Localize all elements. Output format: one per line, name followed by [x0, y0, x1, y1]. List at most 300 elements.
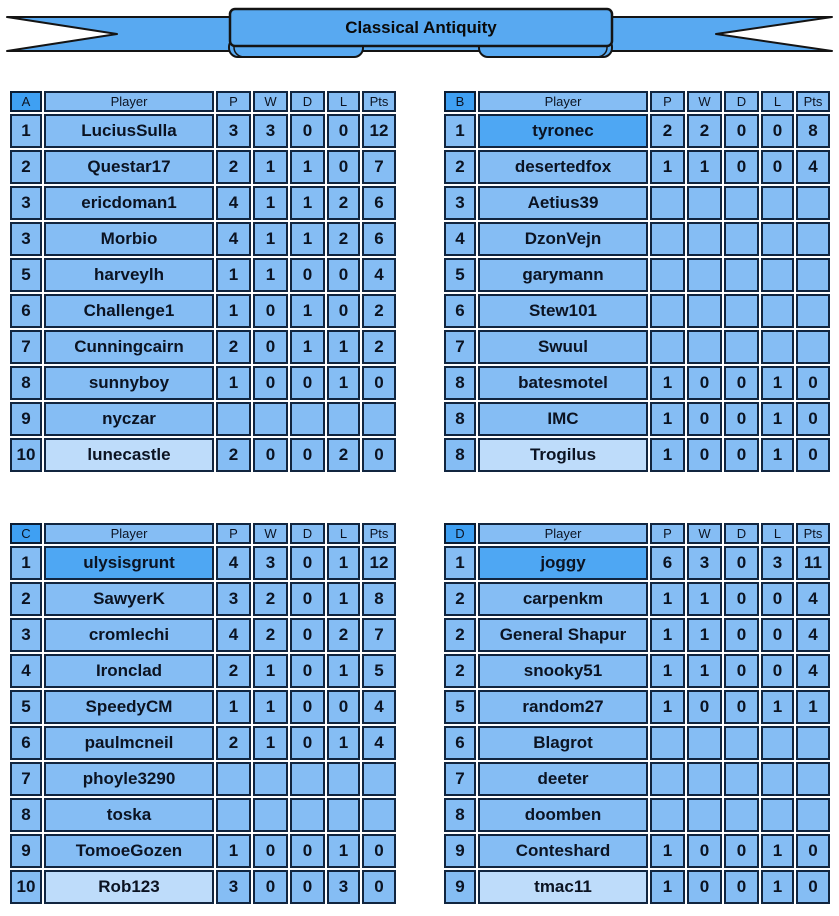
table-row	[444, 546, 830, 580]
player-name-cell[interactable]: garymann	[478, 258, 648, 292]
rank-cell: 2	[444, 654, 476, 688]
player-name-cell[interactable]: cromlechi	[44, 618, 214, 652]
player-name-cell[interactable]: ulysisgrunt	[44, 546, 214, 580]
stat-cell-p	[650, 798, 685, 832]
table-row	[444, 582, 830, 616]
stat-cell-pts	[796, 222, 830, 256]
stat-cell-w: 3	[253, 546, 288, 580]
column-header-player: Player	[44, 523, 214, 544]
stat-cell-pts: 0	[362, 438, 396, 472]
table-row	[10, 222, 396, 256]
stat-cell-w: 2	[687, 114, 722, 148]
player-name-cell[interactable]: Ironclad	[44, 654, 214, 688]
column-header-d: D	[290, 91, 325, 112]
stat-cell-pts: 8	[796, 114, 830, 148]
stat-cell-d: 0	[724, 150, 759, 184]
stat-cell-p: 4	[216, 546, 251, 580]
player-name-cell[interactable]: LuciusSulla	[44, 114, 214, 148]
table-row	[10, 258, 396, 292]
stat-cell-w	[687, 186, 722, 220]
stat-cell-p: 1	[650, 690, 685, 724]
rank-cell: 7	[10, 330, 42, 364]
stat-cell-d: 0	[290, 114, 325, 148]
table-row	[10, 582, 396, 616]
player-name-cell[interactable]: batesmotel	[478, 366, 648, 400]
stat-cell-d	[724, 222, 759, 256]
stat-cell-p	[216, 402, 251, 436]
stat-cell-d	[724, 762, 759, 796]
column-header-d: D	[724, 523, 759, 544]
stat-cell-pts: 0	[796, 834, 830, 868]
stat-cell-w: 0	[687, 834, 722, 868]
player-name-cell[interactable]: Challenge1	[44, 294, 214, 328]
stat-cell-l: 1	[761, 690, 794, 724]
rank-cell: 3	[10, 186, 42, 220]
stat-cell-p: 1	[650, 366, 685, 400]
stat-cell-pts: 4	[796, 654, 830, 688]
player-name-cell[interactable]: nyczar	[44, 402, 214, 436]
rank-cell: 8	[10, 798, 42, 832]
stat-cell-l	[327, 762, 360, 796]
rank-cell: 1	[10, 114, 42, 148]
stat-cell-l: 1	[761, 366, 794, 400]
stat-cell-l: 1	[761, 834, 794, 868]
player-name-cell[interactable]: deeter	[478, 762, 648, 796]
stat-cell-d: 0	[724, 870, 759, 904]
player-name-cell[interactable]: Cunningcairn	[44, 330, 214, 364]
column-header-w: W	[253, 523, 288, 544]
stat-cell-p: 1	[650, 582, 685, 616]
stat-cell-p: 1	[650, 618, 685, 652]
stat-cell-d: 0	[290, 834, 325, 868]
column-header-player: Player	[44, 91, 214, 112]
stat-cell-p	[650, 294, 685, 328]
table-row	[10, 834, 396, 868]
stat-cell-w: 0	[253, 366, 288, 400]
stat-cell-l: 1	[327, 546, 360, 580]
rank-cell: 5	[444, 258, 476, 292]
stat-cell-d	[724, 294, 759, 328]
rank-cell: 9	[10, 834, 42, 868]
stat-cell-p: 1	[650, 834, 685, 868]
column-header-p: P	[650, 91, 685, 112]
table-row	[10, 186, 396, 220]
player-name-cell[interactable]: Questar17	[44, 150, 214, 184]
stat-cell-p	[650, 330, 685, 364]
stat-cell-w	[253, 762, 288, 796]
column-header-d: D	[290, 523, 325, 544]
rank-cell: 8	[444, 798, 476, 832]
player-name-cell[interactable]: TomoeGozen	[44, 834, 214, 868]
header-row	[444, 91, 830, 112]
column-header-l: L	[761, 91, 794, 112]
stat-cell-w: 1	[253, 150, 288, 184]
stat-cell-l: 2	[327, 618, 360, 652]
stat-cell-p	[650, 222, 685, 256]
player-name-cell[interactable]: IMC	[478, 402, 648, 436]
stat-cell-w: 0	[687, 366, 722, 400]
rank-cell: 6	[10, 294, 42, 328]
stat-cell-p: 1	[650, 438, 685, 472]
stat-cell-l	[761, 762, 794, 796]
stat-cell-w: 1	[253, 690, 288, 724]
rank-cell: 1	[10, 546, 42, 580]
group-c-standings-table	[8, 521, 398, 906]
player-name-cell[interactable]: random27	[478, 690, 648, 724]
stat-cell-p: 1	[216, 294, 251, 328]
table-row	[10, 438, 396, 472]
stat-cell-w: 1	[687, 150, 722, 184]
stat-cell-p	[216, 762, 251, 796]
stat-cell-d: 0	[724, 546, 759, 580]
stat-cell-pts	[362, 762, 396, 796]
stat-cell-w: 1	[253, 222, 288, 256]
table-row	[10, 762, 396, 796]
stat-cell-w: 0	[253, 294, 288, 328]
stat-cell-pts: 0	[796, 366, 830, 400]
stat-cell-pts: 0	[796, 438, 830, 472]
player-name-cell[interactable]: carpenkm	[478, 582, 648, 616]
stat-cell-w: 0	[687, 402, 722, 436]
table-row	[444, 186, 830, 220]
player-name-cell[interactable]: ericdoman1	[44, 186, 214, 220]
stat-cell-w	[687, 726, 722, 760]
rank-cell: 2	[444, 150, 476, 184]
group-b-standings-table	[442, 89, 832, 474]
column-header-player: Player	[478, 523, 648, 544]
player-name-cell[interactable]: Aetius39	[478, 186, 648, 220]
stat-cell-l: 2	[327, 222, 360, 256]
stat-cell-d: 0	[290, 654, 325, 688]
stat-cell-l: 1	[327, 726, 360, 760]
stat-cell-l: 0	[761, 582, 794, 616]
table-row	[10, 546, 396, 580]
stat-cell-pts: 1	[796, 690, 830, 724]
stat-cell-p: 4	[216, 186, 251, 220]
player-name-cell[interactable]: Conteshard	[478, 834, 648, 868]
stat-cell-pts: 0	[362, 870, 396, 904]
rank-cell: 6	[444, 726, 476, 760]
stat-cell-d: 0	[290, 726, 325, 760]
rank-cell: 7	[444, 330, 476, 364]
stat-cell-pts: 4	[362, 726, 396, 760]
player-name-cell[interactable]: phoyle3290	[44, 762, 214, 796]
stat-cell-d: 0	[724, 654, 759, 688]
group-letter-cell: B	[444, 91, 476, 112]
stat-cell-p: 3	[216, 582, 251, 616]
player-name-cell[interactable]: tyronec	[478, 114, 648, 148]
table-row	[10, 798, 396, 832]
player-name-cell[interactable]: Morbio	[44, 222, 214, 256]
table-row	[10, 870, 396, 904]
stat-cell-d: 1	[290, 150, 325, 184]
table-row	[444, 870, 830, 904]
stat-cell-p: 1	[650, 402, 685, 436]
stat-cell-p	[216, 798, 251, 832]
stat-cell-l: 2	[327, 186, 360, 220]
player-name-cell[interactable]: Stew101	[478, 294, 648, 328]
stat-cell-pts: 4	[796, 150, 830, 184]
stat-cell-pts	[796, 294, 830, 328]
rank-cell: 4	[10, 654, 42, 688]
table-row	[10, 330, 396, 364]
column-header-pts: Pts	[362, 523, 396, 544]
rank-cell: 3	[10, 618, 42, 652]
table-row	[10, 654, 396, 688]
table-row	[444, 654, 830, 688]
rank-cell: 10	[10, 870, 42, 904]
stat-cell-d: 0	[290, 870, 325, 904]
player-name-cell[interactable]: Blagrot	[478, 726, 648, 760]
stat-cell-l	[761, 258, 794, 292]
stat-cell-w	[253, 798, 288, 832]
stat-cell-d: 0	[724, 690, 759, 724]
column-header-w: W	[253, 91, 288, 112]
column-header-pts: Pts	[362, 91, 396, 112]
stat-cell-p: 4	[216, 222, 251, 256]
table-row	[10, 402, 396, 436]
stat-cell-l: 1	[327, 330, 360, 364]
stat-cell-pts	[796, 726, 830, 760]
stat-cell-l: 1	[761, 402, 794, 436]
stat-cell-d: 0	[290, 258, 325, 292]
stat-cell-l: 0	[761, 114, 794, 148]
stat-cell-w	[687, 798, 722, 832]
player-name-cell[interactable]: desertedfox	[478, 150, 648, 184]
rank-cell: 3	[10, 222, 42, 256]
stat-cell-w	[687, 258, 722, 292]
stat-cell-pts	[796, 258, 830, 292]
player-name-cell[interactable]: snooky51	[478, 654, 648, 688]
rank-cell: 3	[444, 186, 476, 220]
column-header-l: L	[327, 523, 360, 544]
column-header-p: P	[650, 523, 685, 544]
stat-cell-d: 0	[290, 618, 325, 652]
group-letter-cell: C	[10, 523, 42, 544]
rank-cell: 1	[444, 546, 476, 580]
stat-cell-p: 6	[650, 546, 685, 580]
player-name-cell[interactable]: tmac11	[478, 870, 648, 904]
stat-cell-d	[724, 798, 759, 832]
stat-cell-p: 4	[216, 618, 251, 652]
stat-cell-pts: 7	[362, 150, 396, 184]
stat-cell-d: 0	[724, 114, 759, 148]
player-name-cell[interactable]: joggy	[478, 546, 648, 580]
stat-cell-d	[290, 762, 325, 796]
stat-cell-w	[687, 222, 722, 256]
rank-cell: 2	[10, 582, 42, 616]
stat-cell-l: 0	[761, 618, 794, 652]
stat-cell-p: 3	[216, 114, 251, 148]
player-name-cell[interactable]: Trogilus	[478, 438, 648, 472]
banner-title: Classical Antiquity	[345, 18, 497, 37]
stat-cell-pts: 8	[362, 582, 396, 616]
stat-cell-l	[327, 402, 360, 436]
stat-cell-d: 1	[290, 294, 325, 328]
player-name-cell[interactable]: lunecastle	[44, 438, 214, 472]
stat-cell-d: 0	[290, 690, 325, 724]
stat-cell-w: 0	[253, 438, 288, 472]
stat-cell-l: 1	[327, 834, 360, 868]
stat-cell-d	[290, 402, 325, 436]
stat-cell-l: 1	[327, 582, 360, 616]
table-row	[444, 150, 830, 184]
stat-cell-pts	[796, 798, 830, 832]
stat-cell-d: 0	[290, 438, 325, 472]
stat-cell-w: 1	[687, 618, 722, 652]
stat-cell-w: 0	[253, 870, 288, 904]
player-name-cell[interactable]: Rob123	[44, 870, 214, 904]
player-name-cell[interactable]: sunnyboy	[44, 366, 214, 400]
stat-cell-l: 0	[327, 150, 360, 184]
stat-cell-w: 1	[687, 582, 722, 616]
rank-cell: 6	[10, 726, 42, 760]
table-row	[10, 114, 396, 148]
stat-cell-l	[327, 798, 360, 832]
tournament-banner	[0, 0, 839, 66]
rank-cell: 7	[10, 762, 42, 796]
rank-cell: 5	[444, 690, 476, 724]
stat-cell-pts	[796, 186, 830, 220]
stat-cell-p: 1	[216, 834, 251, 868]
stat-cell-p: 2	[650, 114, 685, 148]
stat-cell-l: 0	[327, 294, 360, 328]
stat-cell-p: 1	[650, 870, 685, 904]
table-row	[444, 330, 830, 364]
player-name-cell[interactable]: SawyerK	[44, 582, 214, 616]
rank-cell: 7	[444, 762, 476, 796]
stat-cell-d: 0	[724, 402, 759, 436]
stat-cell-p: 1	[650, 150, 685, 184]
player-name-cell[interactable]: toska	[44, 798, 214, 832]
stat-cell-pts: 6	[362, 186, 396, 220]
player-name-cell[interactable]: doomben	[478, 798, 648, 832]
header-row	[444, 523, 830, 544]
table-row	[10, 726, 396, 760]
stat-cell-w	[253, 402, 288, 436]
stat-cell-w: 1	[253, 258, 288, 292]
table-row	[444, 258, 830, 292]
stat-cell-w: 1	[253, 726, 288, 760]
table-row	[444, 690, 830, 724]
table-row	[444, 402, 830, 436]
rank-cell: 10	[10, 438, 42, 472]
stat-cell-pts: 2	[362, 294, 396, 328]
stat-cell-pts	[362, 402, 396, 436]
rank-cell: 9	[10, 402, 42, 436]
stat-cell-d: 0	[724, 618, 759, 652]
stat-cell-pts: 12	[362, 114, 396, 148]
stat-cell-pts: 7	[362, 618, 396, 652]
stat-cell-d	[724, 258, 759, 292]
stat-cell-p: 2	[216, 330, 251, 364]
table-row	[444, 618, 830, 652]
stat-cell-l	[761, 330, 794, 364]
column-header-pts: Pts	[796, 523, 830, 544]
table-row	[444, 798, 830, 832]
stat-cell-d: 1	[290, 330, 325, 364]
stat-cell-pts: 0	[362, 834, 396, 868]
rank-cell: 2	[444, 618, 476, 652]
rank-cell: 5	[10, 258, 42, 292]
stat-cell-w	[687, 330, 722, 364]
header-row	[10, 523, 396, 544]
stat-cell-p: 1	[216, 690, 251, 724]
rank-cell: 6	[444, 294, 476, 328]
player-name-cell[interactable]: DzonVejn	[478, 222, 648, 256]
column-header-w: W	[687, 91, 722, 112]
stat-cell-pts: 11	[796, 546, 830, 580]
stat-cell-w: 0	[253, 834, 288, 868]
stat-cell-pts: 0	[362, 366, 396, 400]
stat-cell-pts: 5	[362, 654, 396, 688]
stat-cell-d: 1	[290, 186, 325, 220]
player-name-cell[interactable]: paulmcneil	[44, 726, 214, 760]
table-row	[444, 834, 830, 868]
stat-cell-l	[761, 726, 794, 760]
stat-cell-pts: 4	[362, 690, 396, 724]
rank-cell: 2	[10, 150, 42, 184]
stat-cell-p	[650, 762, 685, 796]
stat-cell-l: 1	[761, 438, 794, 472]
stat-cell-pts	[362, 798, 396, 832]
table-row	[444, 366, 830, 400]
stat-cell-w	[687, 294, 722, 328]
table-row	[10, 294, 396, 328]
stat-cell-d	[290, 798, 325, 832]
table-row	[10, 150, 396, 184]
column-header-p: P	[216, 91, 251, 112]
column-header-d: D	[724, 91, 759, 112]
stat-cell-d	[724, 186, 759, 220]
stat-cell-l: 0	[327, 258, 360, 292]
player-name-cell[interactable]: Swuul	[478, 330, 648, 364]
stat-cell-l: 0	[761, 150, 794, 184]
stat-cell-pts: 4	[796, 582, 830, 616]
stat-cell-d: 1	[290, 222, 325, 256]
rank-cell: 8	[444, 402, 476, 436]
table-row	[10, 366, 396, 400]
column-header-pts: Pts	[796, 91, 830, 112]
stat-cell-l	[761, 186, 794, 220]
stat-cell-l: 0	[761, 654, 794, 688]
stat-cell-w: 0	[687, 438, 722, 472]
stat-cell-pts: 6	[362, 222, 396, 256]
stat-cell-l: 0	[327, 690, 360, 724]
stat-cell-l: 3	[327, 870, 360, 904]
stat-cell-w: 3	[687, 546, 722, 580]
stat-cell-pts	[796, 330, 830, 364]
stat-cell-d: 0	[290, 582, 325, 616]
stat-cell-w	[687, 762, 722, 796]
stat-cell-pts	[796, 762, 830, 796]
group-a-standings-table	[8, 89, 398, 474]
stat-cell-p: 2	[216, 438, 251, 472]
stat-cell-l: 2	[327, 438, 360, 472]
stat-cell-p	[650, 258, 685, 292]
stat-cell-pts: 0	[796, 870, 830, 904]
player-name-cell[interactable]: SpeedyCM	[44, 690, 214, 724]
player-name-cell[interactable]: harveylh	[44, 258, 214, 292]
stat-cell-w: 1	[253, 654, 288, 688]
stat-cell-l: 0	[327, 114, 360, 148]
stat-cell-l: 1	[327, 654, 360, 688]
stat-cell-pts: 12	[362, 546, 396, 580]
player-name-cell[interactable]: General Shapur	[478, 618, 648, 652]
stat-cell-pts: 4	[796, 618, 830, 652]
rank-cell: 8	[444, 438, 476, 472]
stat-cell-p: 2	[216, 150, 251, 184]
